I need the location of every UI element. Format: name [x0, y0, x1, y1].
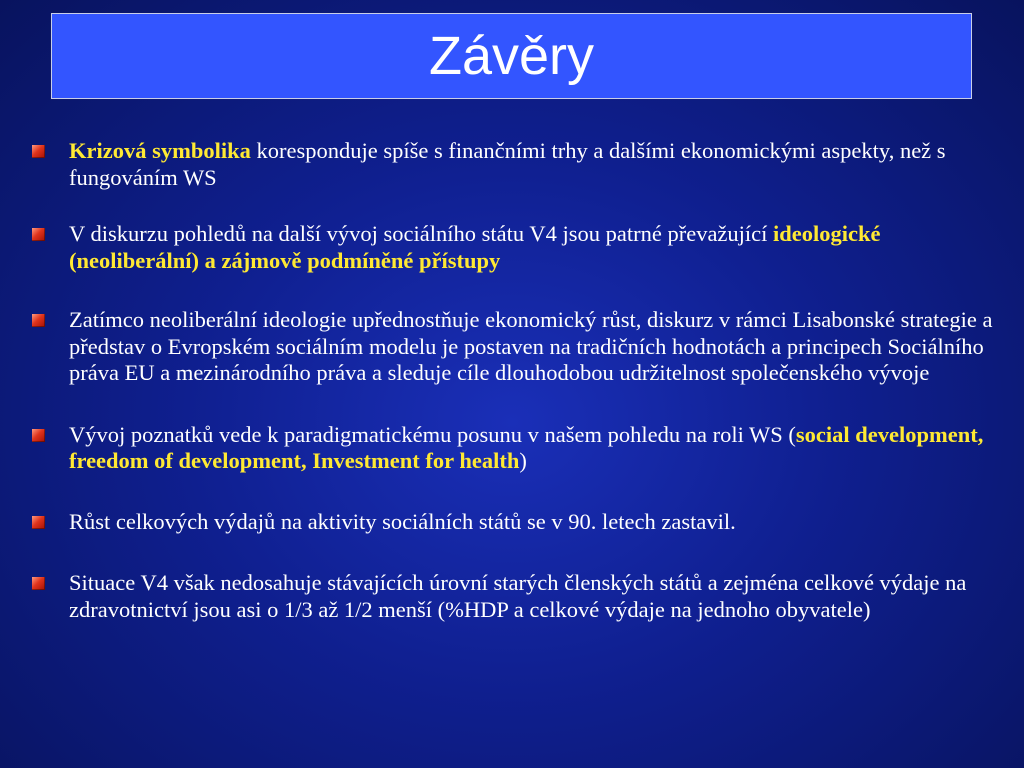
bullet-2-text: V diskurzu pohledů na další vývoj sociálního státu V4 jsou patrné převažující — [69, 221, 774, 246]
square-bullet-icon — [32, 145, 45, 158]
bullet-4-highlight: social development, freedom of development, Investment for health — [69, 421, 984, 473]
bullet-3-text: Zatímco neoliberální ideologie upřednostňuje ekonomický růst, diskurz v rámci Lisabonské strategie a představ o Evropském sociálním modelu je postaven na tradičních hodnotách a principech Sociálního práva EU a mezinárodního práva a sleduje cíle dlouhodobou udržitelnost společenského vývoje — [69, 307, 993, 385]
square-bullet-icon — [32, 516, 45, 529]
bullet-item-6 — [32, 570, 1007, 623]
bullet-list — [32, 138, 1007, 623]
bullet-4-text: Vývoj poznatků vede k paradigmatickému posunu v našem pohledu na roli WS ( — [69, 421, 796, 447]
slide-title: Závěry — [428, 26, 595, 86]
square-bullet-icon — [32, 429, 45, 442]
bullet-1-highlight: Krizová symbolika — [69, 138, 251, 163]
bullet-item-5 — [32, 509, 1007, 536]
square-bullet-icon — [32, 228, 45, 241]
bullet-4-text-after: ) — [519, 448, 527, 473]
square-bullet-icon — [32, 577, 45, 590]
bullet-item-4 — [32, 422, 1007, 475]
bullet-item-2 — [32, 221, 1007, 274]
bullet-2-highlight: ideologické (neoliberální) a zájmově podmíněné přístupy — [69, 221, 881, 273]
bullet-6-text: Situace V4 však nedosahuje stávajících úrovní starých členských států a zejména celkové výdaje na zdravotnictví jsou asi o 1/3 až 1/2 menší (%HDP a celkové výdaje na jednoho obyvatele) — [69, 570, 967, 622]
slide-title-box — [51, 13, 972, 99]
bullet-item-1 — [32, 138, 1007, 191]
bullet-5-text: Růst celkových výdajů na aktivity sociálních států se v 90. letech zastavil. — [69, 508, 736, 534]
square-bullet-icon — [32, 314, 45, 327]
bullet-item-3 — [32, 307, 1007, 387]
bullet-1-text: koresponduje spíše s finančními trhy a dalšími ekonomickými aspekty, než s fungováním WS — [69, 138, 946, 190]
